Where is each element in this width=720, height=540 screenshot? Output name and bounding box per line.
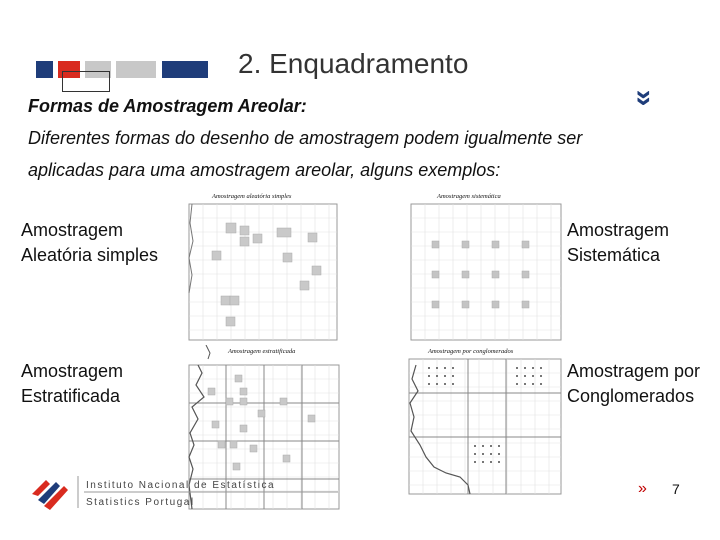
header-block-navy-1 [36,61,53,78]
label-simple-random [21,218,158,268]
label-cluster-line-1: Amostragem por [567,361,701,381]
ine-logo-mark [32,480,68,510]
next-arrow-icon[interactable]: » [638,480,647,497]
label-cluster-line-2: Conglomerados [567,386,695,406]
label-systematic-line-2: Sistemática [567,245,661,265]
label-cluster [567,359,700,409]
label-simple-line-2: Aleatória simples [21,245,159,265]
description-line-1: Diferentes formas do desenho de amostragem podem igualmente ser [28,128,583,148]
label-stratified-line-2: Estratificada [21,386,121,406]
page-number: 7 [672,481,680,497]
label-systematic-line-1: Amostragem [567,220,670,240]
logo-text-line-1: Instituto Nacional de Estatística [86,480,276,491]
logo-text-line-2: Statistics Portugal [86,497,195,508]
header-block-navy-2 [162,61,208,78]
page-title: 2. Enquadramento [238,48,469,79]
header-block-gray-2 [116,61,156,78]
ine-logo [28,468,340,516]
section-subtitle: Formas de Amostragem Areolar: [28,96,307,116]
header-outline-box [62,71,110,92]
label-systematic [567,218,669,268]
description-line-2: aplicadas para uma amostragem areolar, alguns exemplos: [28,160,501,180]
panel-simple-random-diagram [188,203,338,341]
panel-cluster-title: Amostragem por conglomerados [428,348,514,355]
panel-systematic-title: Amostragem sistemática [437,193,501,200]
panel-systematic-diagram [410,203,562,341]
label-stratified-line-1: Amostragem [21,361,124,381]
panel-simple-title: Amostragem aleatória simples [212,193,292,200]
panel-cluster-diagram [408,345,562,495]
label-stratified [21,359,123,409]
panel-stratified-title: Amostragem estratificada [228,348,296,355]
chevron-down-icon: » [628,89,662,107]
label-simple-line-1: Amostragem [21,220,124,240]
